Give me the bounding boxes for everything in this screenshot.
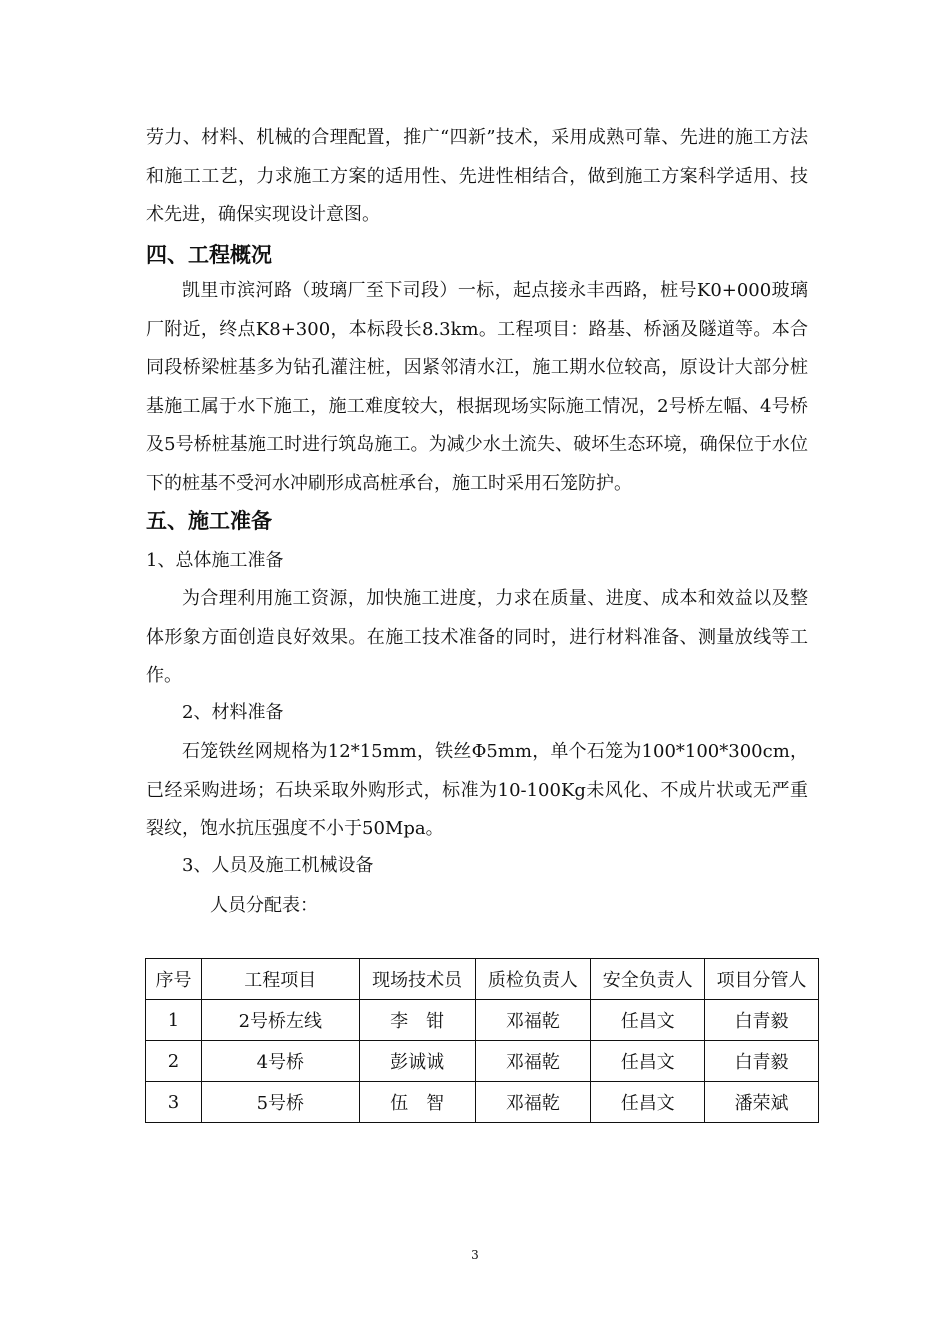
table-cell: 伍 智 (359, 1082, 475, 1123)
subheading-personnel-equipment: 3、人员及施工机械设备 (182, 855, 374, 876)
subheading-general-preparation: 1、总体施工准备 (146, 550, 284, 571)
table-row (146, 1082, 819, 1123)
table-cell: 白青毅 (705, 1000, 819, 1041)
heading-project-overview: 四、工程概况 (146, 243, 272, 267)
heading-construction-preparation: 五、施工准备 (146, 509, 272, 533)
table-header-cell: 质检负责人 (475, 959, 591, 1000)
table-header-cell: 序号 (146, 959, 202, 1000)
table-header-row (146, 959, 819, 1000)
table-cell: 3 (146, 1082, 202, 1123)
table-cell: 4号桥 (201, 1041, 359, 1082)
table-row (146, 1000, 819, 1041)
paragraph-material-preparation: 石笼铁丝网规格为12*15mm，铁丝Φ5mm，单个石笼为100*100*300cm，已经采购进场；石块采取外购形式，标准为10-100Kg未风化、不成片状或无严重裂纹，饱水抗压强度不小于50Mpa。 (146, 741, 808, 839)
table-cell: 邓福乾 (475, 1041, 591, 1082)
table-cell: 1 (146, 1000, 202, 1041)
table-cell: 任昌文 (591, 1082, 705, 1123)
table-header-cell: 项目分管人 (705, 959, 819, 1000)
table-cell: 彭诚诚 (359, 1041, 475, 1082)
table-cell: 潘荣斌 (705, 1082, 819, 1123)
table-caption: 人员分配表： (210, 895, 318, 916)
table-cell: 2 (146, 1041, 202, 1082)
table-cell: 2号桥左线 (201, 1000, 359, 1041)
table-cell: 白青毅 (705, 1041, 819, 1082)
paragraph-project-overview: 凯里市滨河路（玻璃厂至下司段）一标，起点接永丰西路，桩号K0+000玻璃厂附近，终点K8+300，本标段长8.3km。工程项目：路基、桥涵及隧道等。本合同段桥梁桩基多为钻孔灌注桩，因紧邻清水江，施工期水位较高，原设计大部分桩基施工属于水下施工，施工难度较大，根据现场实际施工情况，2号桥左幅、4号桥及5号桥桩基施工时进行筑岛施工。为减少水土流失、破坏生态环境，确保位于水位下的桩基不受河水冲刷形成高桩承台，施工时采用石笼防护。 (146, 280, 808, 494)
paragraph-general-preparation: 为合理利用施工资源，加快施工进度，力求在质量、进度、成本和效益以及整体形象方面创造良好效果。在施工技术准备的同时，进行材料准备、测量放线等工作。 (146, 588, 808, 686)
table-header-cell: 工程项目 (201, 959, 359, 1000)
table-header-cell: 安全负责人 (591, 959, 705, 1000)
table-cell: 邓福乾 (475, 1082, 591, 1123)
table-cell: 任昌文 (591, 1000, 705, 1041)
table-cell: 5号桥 (201, 1082, 359, 1123)
paragraph-construction-principle: 劳力、材料、机械的合理配置，推广“四新”技术，采用成熟可靠、先进的施工方法和施工工艺，力求施工方案的适用性、先进性相结合，做到施工方案科学适用、技术先进，确保实现设计意图。 (146, 127, 808, 225)
table-row (146, 1041, 819, 1082)
table-cell: 李 钳 (359, 1000, 475, 1041)
table-header-cell: 现场技术员 (359, 959, 475, 1000)
staff-allocation-table (145, 958, 819, 1123)
table-cell: 任昌文 (591, 1041, 705, 1082)
subheading-material-preparation: 2、材料准备 (182, 702, 284, 723)
table-cell: 邓福乾 (475, 1000, 591, 1041)
page-number: 3 (471, 1248, 479, 1262)
